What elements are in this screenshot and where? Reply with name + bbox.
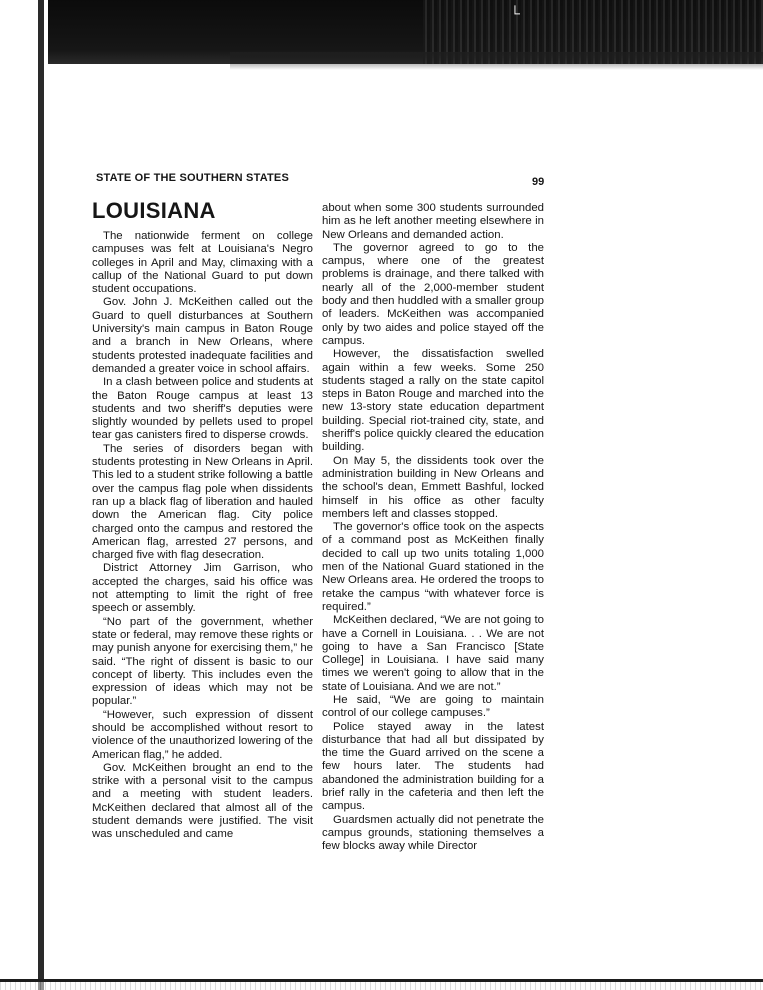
paragraph: However, the dissatisfaction swelled again within a few weeks. Some 250 students staged a rally on the state capitol steps in Baton Rouge and marched into the new 13-story state education department building. Special riot-trained city, state, and sheriff's police quickly cleared the education building. <box>322 348 544 454</box>
paragraph: Guardsmen actually did not penetrate the campus grounds, stationing themselves a few blocks away while Director <box>322 813 544 853</box>
running-head: STATE OF THE SOUTHERN STATES <box>96 172 290 184</box>
scan-noise-bottom <box>0 982 763 990</box>
paragraph: Gov. John J. McKeithen called out the Guard to quell disturbances at Southern University's main campus in Baton Rouge and a branch in New Orleans, where students protested inadequate facilities and demanded a greater voice in school affairs. <box>92 296 313 375</box>
paragraph: He said, “We are going to maintain control of our college campuses.” <box>322 693 544 720</box>
paragraph: In a clash between police and students at the Baton Rouge campus at least 13 students and two sheriff's deputies were slightly wounded by pellets used to propel tear gas canisters fired to disperse crowds. <box>92 376 313 442</box>
paragraph: District Attorney Jim Garrison, who accepted the charges, said his office was not attempting to limit the right of free speech or assembly. <box>92 562 313 615</box>
page-number: 99 <box>532 176 545 188</box>
paragraph: Gov. McKeithen brought an end to the strike with a personal visit to the campus and a meeting with student leaders. McKeithen declared that almost all of the student demands were justified. The visit was unscheduled and came <box>92 761 313 841</box>
right-column <box>322 202 544 854</box>
paragraph: On May 5, the dissidents took over the administration building in New Orleans and the school's dean, Emmett Bashful, locked himself in his office as other faculty members left and classes stopped. <box>322 454 544 520</box>
paragraph-continuation: about when some 300 students surrounded him as he left another meeting elsewhere in New Orleans and demanded action. <box>322 202 544 241</box>
paragraph: The series of disorders began with students protesting in New Orleans in April. This led to a student strike following a battle over the campus flag pole when dissidents ran up a black flag of liberation and hauled down the American flag. City police charged onto the campus and restored the American flag, arrested 27 persons, and charged five with flag desecration. <box>92 442 313 562</box>
paragraph: The governor's office took on the aspects of a command post as McKeithen finally decided to call up two units totaling 1,000 men of the National Guard stationed in the New Orleans area. He ordered the troops to retake the campus “with whatever force is required.” <box>322 521 544 613</box>
paragraph: McKeithen declared, “We are not going to have a Cornell in Louisiana. . . We are not going to have a San Francisco [State College] in Louisiana. I have said many times we weren't going to allow that in the state of Louisiana. And we are not.” <box>322 614 544 693</box>
paragraph: “However, such expression of dissent should be accomplished without resort to violence of the unauthorized lowering of the American flag,” he added. <box>92 708 313 761</box>
article-title: LOUISIANA <box>92 198 216 223</box>
left-column <box>92 198 313 842</box>
paragraph: The nationwide ferment on college campuses was felt at Louisiana's Negro colleges in April and May, climaxing with a callup of the National Guard to put down student occupations. <box>92 230 313 296</box>
scan-shadow-fade <box>230 52 763 70</box>
paragraph: Police stayed away in the latest disturbance that had all but dissipated by the time the Guard arrived on the scene a few hours later. The students had abandoned the administration building for a brief rally in the cafeteria and then left the campus. <box>322 720 544 813</box>
scan-mark-icon: └ <box>510 5 520 21</box>
paragraph: The governor agreed to go to the campus, where one of the greatest problems is drainage, and there talked with nearly all of the 2,000-member student body and then huddled with a smaller group of leaders. McKeithen was accompanied only by two aides and police stayed off the campus. <box>322 241 544 347</box>
page-edge-line <box>0 0 48 990</box>
paragraph: “No part of the government, whether state or federal, may remove these rights or may punish anyone for exercising them,” he said. “The right of dissent is basic to our concept of liberty. This includes even the expression of ideas which may not be popular.” <box>92 615 313 708</box>
